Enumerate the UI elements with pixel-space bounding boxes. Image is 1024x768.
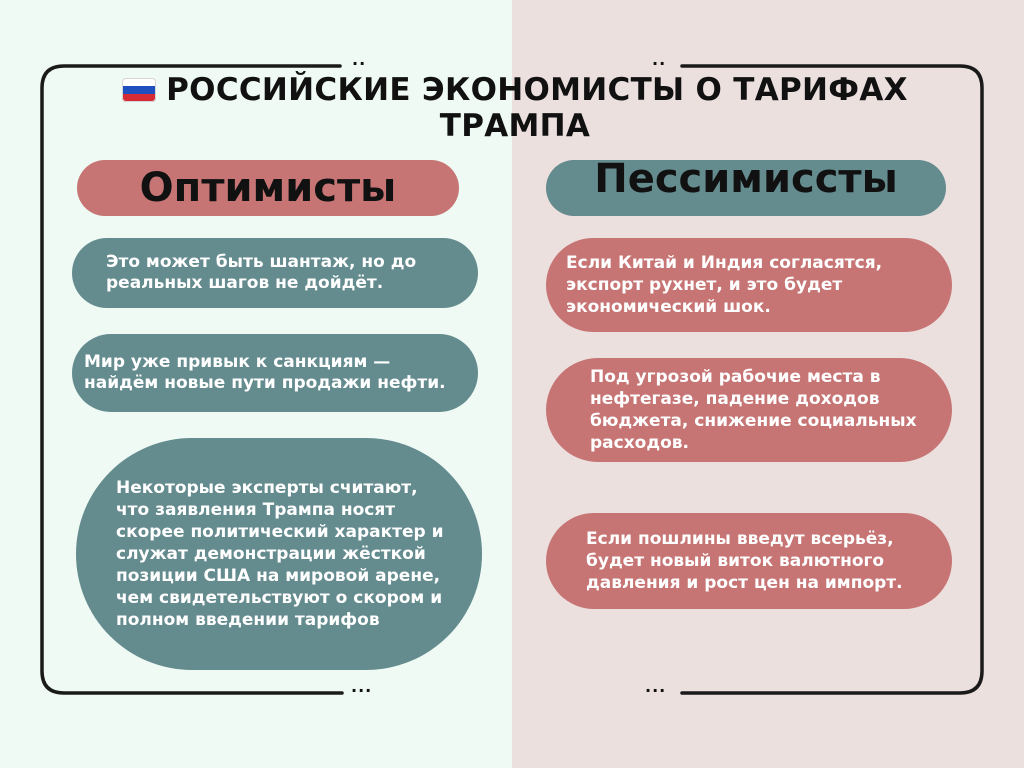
- page-title-block: [110, 72, 920, 144]
- pessimist-card-text: Если пошлины введут всерьёз, будет новый виток валютного давления и рост цен на импорт.: [586, 529, 903, 593]
- optimist-card-text: Мир уже привык к санкциям — найдём новые пути продажи нефти.: [84, 352, 446, 393]
- frame-dots-bottom-right: ...: [645, 677, 667, 696]
- pessimist-card-text: Если Китай и Индия согласятся, экспорт рухнет, и это будет экономический шок.: [566, 253, 883, 317]
- frame-dots-top-right: ..: [652, 50, 667, 69]
- page-title: РОССИЙСКИЕ ЭКОНОМИСТЫ О ТАРИФАХ ТРАМПА: [166, 72, 908, 144]
- optimist-card-text: Некоторые эксперты считают, что заявления Трампа носят скорее политический характер и служат демонстрации жёсткой позиции США на мировой арене, чем свидетельствуют о скором и полном введении тарифов: [116, 478, 444, 630]
- optimist-card-3: [76, 438, 482, 670]
- pessimist-card-1: [546, 238, 952, 332]
- optimists-heading: Оптимисты: [139, 165, 397, 211]
- pessimists-header: [546, 156, 946, 216]
- pessimist-card-3: [546, 513, 952, 609]
- russian-flag-icon: [122, 78, 156, 102]
- frame-dots-top-left: ..: [352, 50, 367, 69]
- frame-dots-bottom-left: ...: [351, 677, 373, 696]
- optimist-card-2: [72, 334, 478, 412]
- pessimists-heading: Пессимиссты: [594, 156, 898, 202]
- pessimist-card-text: Под угрозой рабочие места в нефтегазе, падение доходов бюджета, снижение социальных расходов.: [590, 367, 917, 453]
- optimist-card-text: Это может быть шантаж, но до реальных шагов не дойдёт.: [106, 252, 417, 293]
- pessimist-card-2: [546, 358, 952, 462]
- optimist-card-1: [72, 238, 478, 308]
- optimists-header: [77, 160, 459, 216]
